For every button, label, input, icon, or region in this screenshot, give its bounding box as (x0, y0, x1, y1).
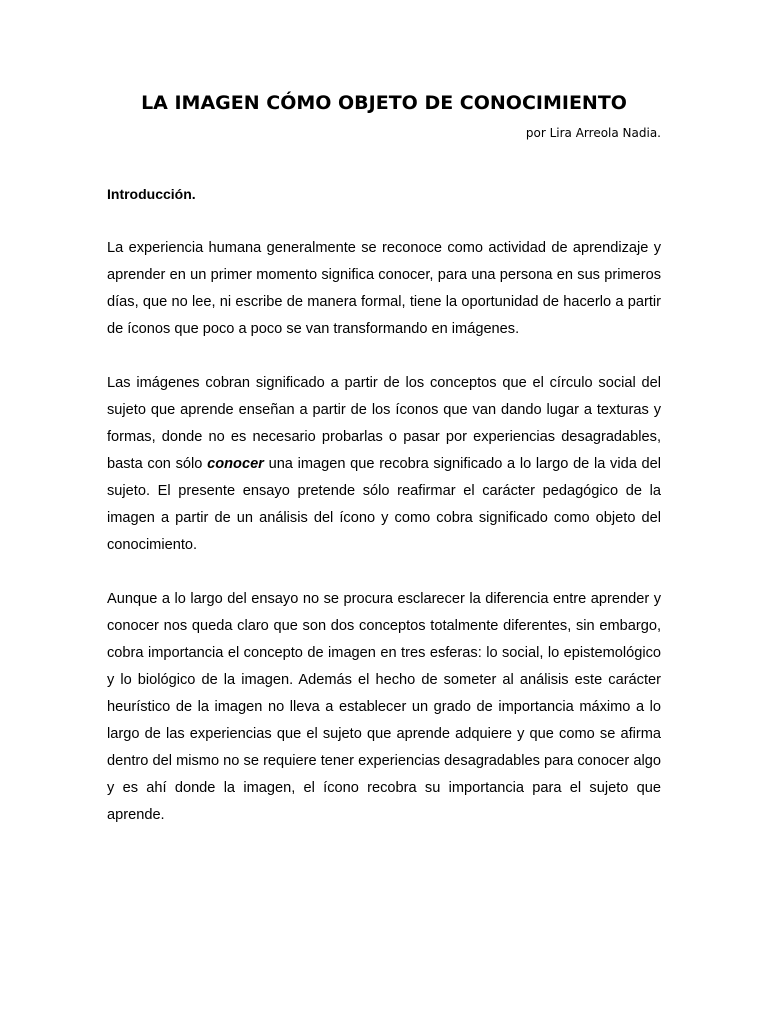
paragraph-2-emphasis: conocer (207, 456, 264, 472)
paragraph-2 (107, 370, 661, 559)
author-line: por Lira Arreola Nadia. (525, 126, 661, 140)
document-page (107, 88, 661, 829)
paragraph-2-text-after: una imagen que recobra significado a lo largo de la vida del sujeto. El presente ensayo pretende sólo reafirmar el carácter pedagógico de la imagen a partir de un análisis del ícono y como cobra significado como objeto del conocimiento. (107, 456, 661, 553)
section-heading: Introducción. (107, 186, 196, 202)
paragraph-2-text-before: Las imágenes cobran significado a partir de los conceptos que el círculo social del sujeto que aprende enseñan a partir de los íconos que van dando lugar a texturas y formas, donde no es necesario probarlas o pasar por experiencias desagradables, basta con sólo (107, 375, 661, 472)
paragraph-3: Aunque a lo largo del ensayo no se procura esclarecer la diferencia entre aprender y conocer nos queda claro que son dos conceptos totalmente diferentes, sin embargo, cobra importancia el concepto de imagen en tres esferas: lo social, lo epistemológico y lo biológico de la imagen. Además el hecho de someter al análisis este carácter heurístico de la imagen no lleva a establecer un grado de importancia máximo a lo largo de las experiencias que el sujeto que aprende adquiere y que como se afirma dentro del mismo no se requiere tener experiencias desagradables para conocer algo y es ahí donde la imagen, el ícono recobra su importancia para el sujeto que aprende. (107, 591, 661, 823)
document-title: LA IMAGEN CÓMO OBJETO DE CONOCIMIENTO (141, 92, 627, 114)
paragraph-1: La experiencia humana generalmente se reconoce como actividad de aprendizaje y aprender en un primer momento significa conocer, para una persona en sus primeros días, que no lee, ni escribe de manera formal, tiene la oportunidad de hacerlo a partir de íconos que poco a poco se van transformando en imágenes. (107, 240, 661, 337)
